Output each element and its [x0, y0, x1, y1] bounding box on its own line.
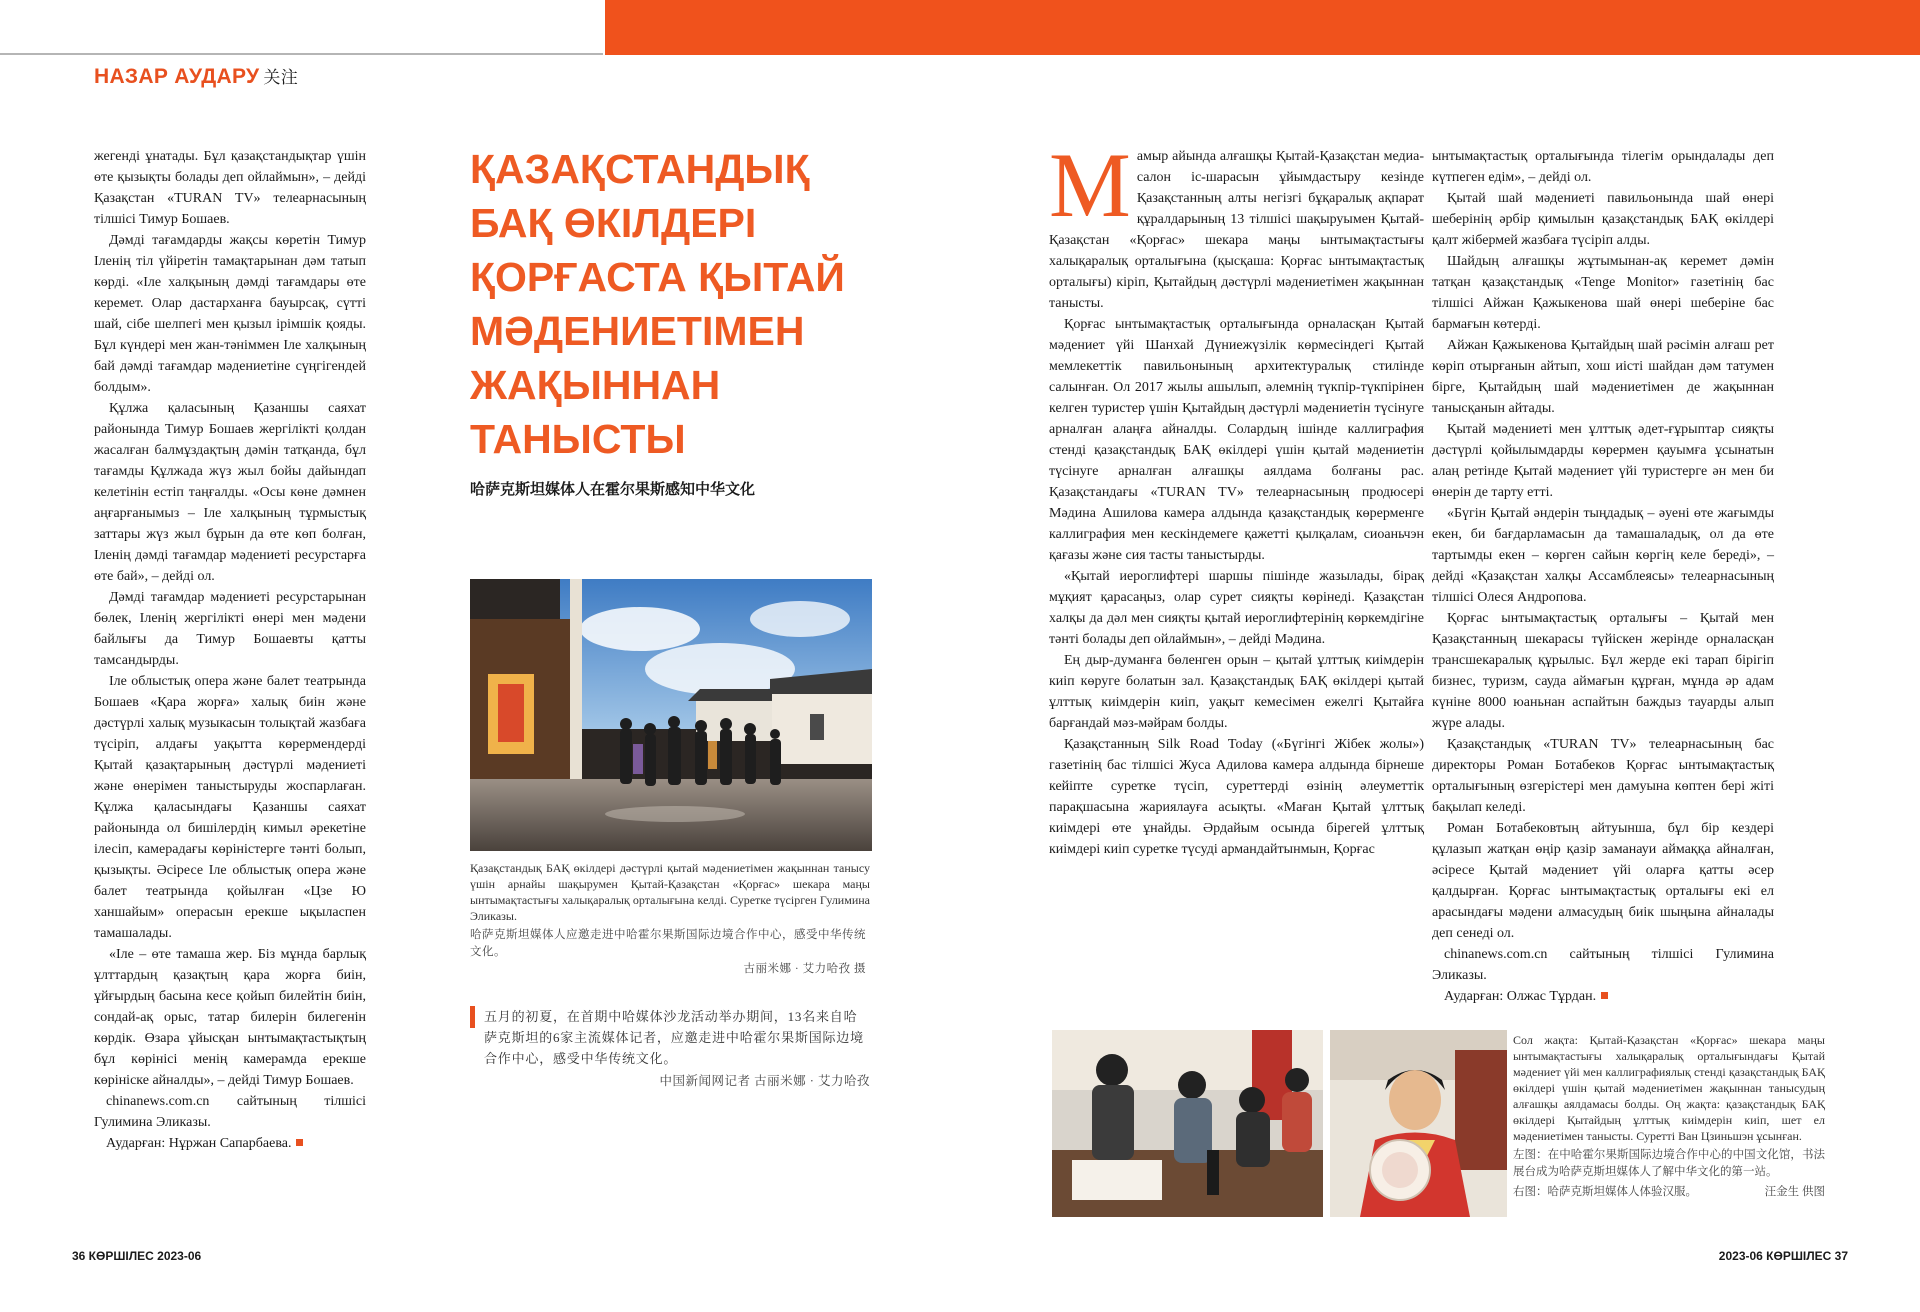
paragraph: Айжан Қажыкенова Қытайдың шай рәсімін алғаш рет көріп отырғанын айтып, хош иісті шайдан дәм татумен бірге, Қытайдың шай мәдениетімен де жақыннан танысқанын айтады.	[1432, 338, 1774, 416]
paragraph: «Іле – өте тамаша жер. Біз мұнда барлық ұлттардың қазақтың қара жорға биін, ұйғырдың басына кесе қойып билейтін биін, сондай-ақ орыс, татар билерін билегенін көрдік. Өзара ұйысқан ынтымақтастықтың бұл көрінісі менің камерамда ерекше көрініске айналды», – дейді Тимур Бошаев.	[94, 947, 366, 1088]
right-column-2	[1432, 146, 1774, 1007]
article-subtitle-zh: 哈萨克斯坦媒体人在霍尔果斯感知中华文化	[470, 481, 756, 498]
top-bar-accent	[605, 0, 1920, 55]
photo-calligraphy-stand	[1052, 1030, 1323, 1217]
paragraph: Ең дыр-думанға бөленген орын – қытай ұлттық киімдерін киіп көруге болатын зал. Қазақстандық БАҚ өкілдері қытай ұлттық киімдерін киіп, уақыт кемесімен ежелгі Қытайға барғандай мәз-мәйрам болды.	[1049, 653, 1424, 731]
caption-zh-left: 左图：在中哈霍尔果斯国际边境合作中心的中国文化馆，书法展台成为哈萨克斯坦媒体人了解中华文化的第一站。	[1513, 1149, 1825, 1178]
paragraph: ынтымақтастық орталығында тілегім орындалады деп күтпеген едім», – дейді ол.	[1432, 149, 1774, 185]
paragraph: Іле облыстық опера және балет театрында Бошаев «Қара жорға» халық биін және дәстүрлі халық музыкасын толықтай жазбаға түсіріп, алдағы уақытта көрермендерді Қытай қазақтарының дәстүрлі мәдениеті және өнерімен таныстыруды жоспарлаған. Құлжа қаласындағы Қазаншы саяхат районында ол бишілердің кимыл әрекетіне ілесіп, камерадағы көріністерге тәнті болып, қызықты. Әсіресе Іле облыстық опера және балет театрында қойылған «Цзе Ю ханшайым» операсын ерекше ықыласпен тамашалады.	[94, 674, 366, 941]
article-headline: ҚАЗАҚСТАНДЫҚ БАҚ ӨКІЛДЕРІ ҚОРҒАСТА ҚЫТАЙ МӘДЕНИЕТІМЕН ЖАҚЫННАН ТАНЫСТЫ	[470, 146, 845, 462]
paragraph: жегенді ұнатады. Бұл қазақстандықтар үшін өте қызықты болады деп ойлаймын», – дейді Қазақстан «TURAN TV» телеарнасының тілшісі Тимур Бошаев.	[94, 149, 366, 227]
summary-credit: 中国新闻网记者 古丽米娜 · 艾力哈孜	[659, 1074, 870, 1088]
paragraph: Дәмді тағамдарды жақсы көретін Тимур Іленің тіл үйіретін тамақтарынан дәм татып көрді. «Іле халқының дәмді тағамдары өте керемет. Олар дастарханға бауырсақ, сүтті шай, сібе шелпегі мен қызыл ірімшік қояды. Бұл күндері мен жан-тәніммен Іле халқының бай дәмді тағамдар мәдениетіне сүңгігендей болдым».	[94, 233, 366, 395]
summary-text: 五月的初夏，在首期中哈媒体沙龙活动举办期间，13名来自哈萨克斯坦的6家主流媒体记者，应邀走进中哈霍尔果斯国际边境合作中心，感受中华传统文化。	[484, 1009, 864, 1066]
paragraph: Қытай мәдениеті мен ұлттық әдет-ғұрыптар сияқты дәстүрлі қойылымдарды көрермен қауымға ұсынатын алаң ретінде Қытай мәдениет үйі туристерге ән мен би өнерін де тарту етті.	[1432, 422, 1774, 500]
paragraph: Қазақстандық «TURAN TV» телеарнасының бас директоры Роман Ботабеков Қорғас ынтымақтастық орталығының өзгерістері мен дамуына көптен бері жіті бақылап келеді.	[1432, 737, 1774, 815]
paragraph: Дәмді тағамдар мәдениеті ресурстарынан бөлек, Іленің жергілікті өнері мен мәдени байлығы да Тимур Бошаевты қатты тамсандырды.	[94, 590, 366, 668]
caption-credit: 汪金生 供图	[1764, 1186, 1825, 1198]
right-column-1	[1049, 134, 1424, 860]
paragraph: Қытай шай мәдениеті павильонында шай өнері шеберінің әрбір қимылын қазақстандық БАҚ өкілдері қалт жібермей жазбаға түсіріп алды.	[1432, 191, 1774, 248]
article-summary-zh	[470, 1006, 870, 1089]
photo-caption-zh: 哈萨克斯坦媒体人应邀走进中哈霍尔果斯国际边境合作中心，感受中华传统文化。 古丽米娜 · 艾力哈孜 摄	[470, 927, 870, 978]
summary-accent-bar	[470, 1006, 475, 1028]
top-bar-left	[0, 0, 603, 55]
photo-credit-zh: 古丽米娜 · 艾力哈孜 摄	[743, 963, 866, 975]
end-mark	[296, 1139, 303, 1146]
caption-kz: Сол жақта: Қытай-Қазақстан «Қорғас» шекара маңы ынтымақтастығы халықаралық орталығындағы Қытай мәдениет үйі мен каллиграфиялық стенді қазақстандық БАҚ өкілдері үшін қытай мәдениетімен жақыннан танысудың алғашқы аялдамасы болды. Оң жақта: қазақстандық БАҚ өкілдері Қытайдың ұлттық киімдерін киіп, шет ел мәдениетімен танысты. Суретті Ван Цзиньшэн ұсынған.	[1513, 1033, 1825, 1143]
section-title-zh: 关注	[263, 68, 298, 87]
photo-caption-kz: Қазақстандық БАҚ өкілдері дәстүрлі қытай мәдениетімен жақыннан танысу үшін арнайы шақырумен Қытай-Қазақстан «Қорғас» шекара маңы ынтымақтастығы халықаралық орталығына келді. Суретке түсірген Гулимина Эликазы.	[470, 861, 870, 923]
page-footer-left: 36 КӨРШІЛЕС 2023-06	[72, 1249, 202, 1263]
paragraph: «Бүгін Қытай әндерін тыңдадық – әуені өте жағымды екен, би бағдарламасын да тамашаладық, ол да өте тартымды екен – көрген сайын көргің келе береді», – дейді «Қазақстан халқы Ассамблеясы» телеарнасының тілшісі Олеся Андропова.	[1432, 506, 1774, 605]
bottom-right-caption	[1513, 1032, 1825, 1200]
paragraph: Шайдың алғашқы жұтымынан-ақ керемет дәмін татқан қазақстандық «Tenge Monitor» газетінің бас тілшісі Айжан Қажыкенова шай өнері шеберіне бас бармағын көтерді.	[1432, 254, 1774, 332]
paragraph: Роман Ботабековтың айтуынша, бұл бір кездері құлазып жатқан өңір қазір заманауи аймаққа айналған, әсіресе Қытай мәдениет үйі оларға қатты әсер қалдырған. Қорғас ынтымақтастық орталығы екі ел арасындағы мәдени алмасудың биік шыңына айналады деп сенеді ол.	[1432, 821, 1774, 941]
photo-culture-house-hall	[470, 579, 872, 851]
paragraph: Қазақстанның Silk Road Today («Бүгінгі Жібек жолы») газетінің бас тілшісі Жуса Адилова камера алдында бірнеше кейіпте суретке түсіп, суреттерді өзінің әлеуметтік парақшасына жариялауға асықты. «Маған Қытай ұлттық киімдері өте ұнайды. Әрдайым осында бірегей ұлттық киімдері киіп суретке түсуді армандайтынмын, Қорғас	[1049, 737, 1424, 857]
translator-line: Аударған: Нұржан Сапарбаева.	[94, 1133, 366, 1154]
paragraph: Қорғас ынтымақтастық орталығы – Қытай мен Қазақстанның шекарасы түйіскен жерінде орналасқан трансшекаралық құрылыс. Бұл жерде екі тарап бірігіп бизнес, туризм, сауда аймағын құрған, мұнда әр адам күніне 8000 юаньнан аспайтын баждыз тауарды алып жүре алады.	[1432, 611, 1774, 731]
page-footer-right: 2023-06 КӨРШІЛЕС 37	[1718, 1249, 1848, 1263]
section-label	[94, 63, 298, 89]
end-mark	[1601, 992, 1608, 999]
source-line: chinanews.com.cn сайтының тілшісі Гулимина Эликазы.	[1432, 947, 1774, 983]
caption-zh-right: 右图：哈萨克斯坦媒体人体验汉服。	[1513, 1186, 1697, 1198]
photo-hanfu-experience	[1330, 1030, 1507, 1217]
drop-cap: М	[1049, 134, 1131, 236]
paragraph: Мамыр айында алғашқы Қытай-Қазақстан медиа-салон іс-шарасын ұйымдастыру кезінде Қазақстанның алты негізгі бұқаралық ақпарат құралдарының 13 тілшісі шақыруымен Қытай-Қазақстан «Қорғас» шекара маңы ынтымақтастығы халықаралық орталығына (қысқаша: Қорғас ынтымақтастық орталығы) кіріп, Қытайдың дәстүрлі мәдениетімен жақыннан танысты.	[1049, 134, 1424, 311]
left-column	[94, 146, 366, 1154]
section-title: НАЗАР АУДАРУ	[94, 65, 260, 88]
paragraph: «Қытай иероглифтері шаршы пішінде жазылады, бірақ мұқият қарасаңыз, олар сурет сияқты көрінеді. Қазақстан халқы да дәл мен сияқты қытай иероглифтерінің көркемдігіне тәнті болады деп ойлаймын», – дейді Мәдина.	[1049, 569, 1424, 647]
translator-line: Аударған: Олжас Тұрдан.	[1432, 986, 1774, 1007]
source-line: chinanews.com.cn сайтының тілшісі Гулимина Эликазы.	[94, 1094, 366, 1130]
paragraph: Қорғас ынтымақтастық орталығында орналасқан Қытай мәдениет үйі Шанхай Дүниежүзілік көрмесіндегі Қытай мемлекеттік павильонының архитектуралық стилінде салынған. Ол 2017 жылы ашылып, әлемнің түкпір-түкпірінен келген туристер үшін Қытайдың дәстүрлі мәдениетін түсінуге арналған алаңға айналды. Солардың ішінде каллиграфия стенді қазақстандық БАҚ өкілдері үшін қытай мәдениетін түсінуге арналған алғашқы аялдама болғаны рас. Қазақстандағы «TURAN TV» телеарнасының продюсері Мәдина Ашилова камера алдында қазақстандық көрерменге каллиграфия мен кескіндемеге қажетті қылқалам, сиоаньчэн қағазы және сия тасты таныстырды.	[1049, 317, 1424, 563]
paragraph: Құлжа қаласының Қазаншы саяхат районында Тимур Бошаев жергілікті қолдан жасалған балмұздақтың дәмін татқанда, бұл тағамды Құлжада жүз жыл бойы дайындап келетінін естіп таңғалды. «Осы көне дәмнен аңғарғанымыз – Іле халқының тұрмыстық заттары жүз жыл бұрын да өте көп болған, Іленің дәмді тағамдар мәдениеті ресурстарға өте бай», – дейді ол.	[94, 401, 366, 584]
